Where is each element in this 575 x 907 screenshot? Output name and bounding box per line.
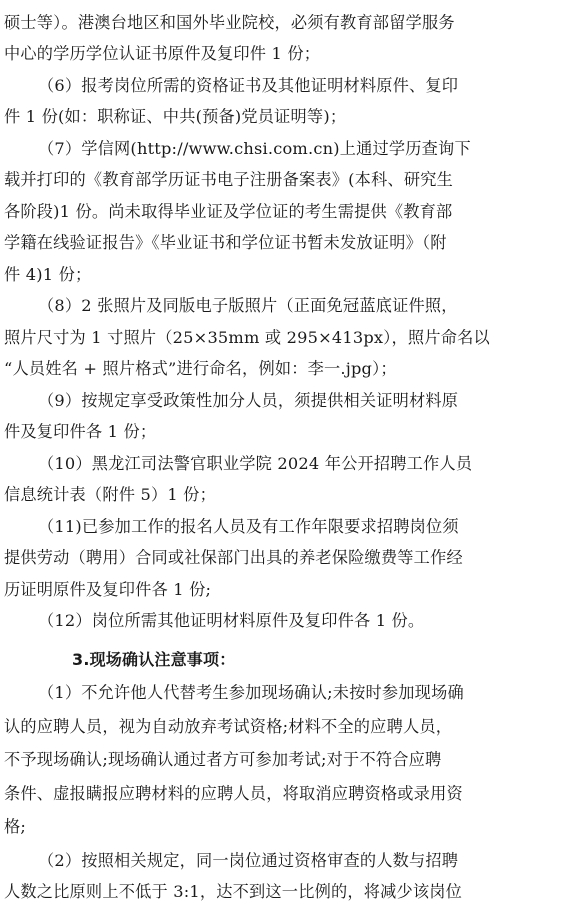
text-line: （2）按照相关规定，同一岗位通过资格审查的人数与招聘 [38, 851, 459, 870]
text-line: （7）学信网(http://www.chsi.com.cn)上通过学历查询下 [38, 139, 471, 158]
text-line: （11)已参加工作的报名人员及有工作年限要求招聘岗位须 [38, 517, 459, 536]
text-line: （10）黑龙江司法警官职业学院 2024 年公开招聘工作人员 [38, 454, 473, 473]
text-line: 不予现场确认;现场确认通过者方可参加考试;对于不符合应聘 [4, 750, 442, 769]
text-line: 件 4)1 份； [4, 265, 92, 284]
text-line: （12）岗位所需其他证明材料原件及复印件各 1 份。 [38, 611, 425, 630]
section-heading: 3.现场确认注意事项： [72, 650, 236, 669]
text-line: （8）2 张照片及同版电子版照片（正面免冠蓝底证件照， [38, 296, 458, 315]
text-line: 各阶段)1 份。尚未取得毕业证及学位证的考生需提供《教育部 [4, 202, 453, 221]
text-line: 条件、虚报瞒报应聘材料的应聘人员，将取消应聘资格或录用资 [4, 784, 463, 803]
text-line: 照片尺寸为 1 寸照片（25×35mm 或 295×413px），照片命名以 [4, 328, 490, 347]
text-line: （9）按规定享受政策性加分人员，须提供相关证明材料原 [38, 391, 459, 410]
text-line: “人员姓名 + 照片格式”进行命名，例如：李一.jpg）； [4, 359, 397, 378]
text-line: 格; [4, 817, 27, 836]
text-line: （1）不允许他人代替考生参加现场确认;未按时参加现场确 [38, 683, 464, 702]
text-line: 件及复印件各 1 份； [4, 422, 157, 441]
text-line: 提供劳动（聘用）合同或社保部门出具的养老保险缴费等工作经 [4, 548, 463, 567]
text-line: 信息统计表（附件 5）1 份； [4, 485, 216, 504]
text-line: 人数之比原则上不低于 3:1，达不到这一比例的，将减少该岗位 [4, 882, 463, 901]
text-line: 载并打印的《教育部学历证书电子注册备案表》(本科、研究生 [4, 170, 453, 189]
text-line: 认的应聘人员，视为自动放弃考试资格;材料不全的应聘人员， [4, 717, 453, 736]
text-line: 硕士等）。港澳台地区和国外毕业院校，必须有教育部留学服务 [4, 13, 455, 32]
text-line: 件 1 份(如：职称证、中共(预备)党员证明等)； [4, 107, 347, 126]
text-line: （6）报考岗位所需的资格证书及其他证明材料原件、复印 [38, 76, 459, 95]
text-line: 学籍在线验证报告》《毕业证书和学位证书暂未发放证明》（附 [4, 233, 447, 252]
text-line: 中心的学历学位认证书原件及复印件 1 份； [4, 44, 321, 63]
text-line: 历证明原件及复印件各 1 份; [4, 580, 212, 599]
